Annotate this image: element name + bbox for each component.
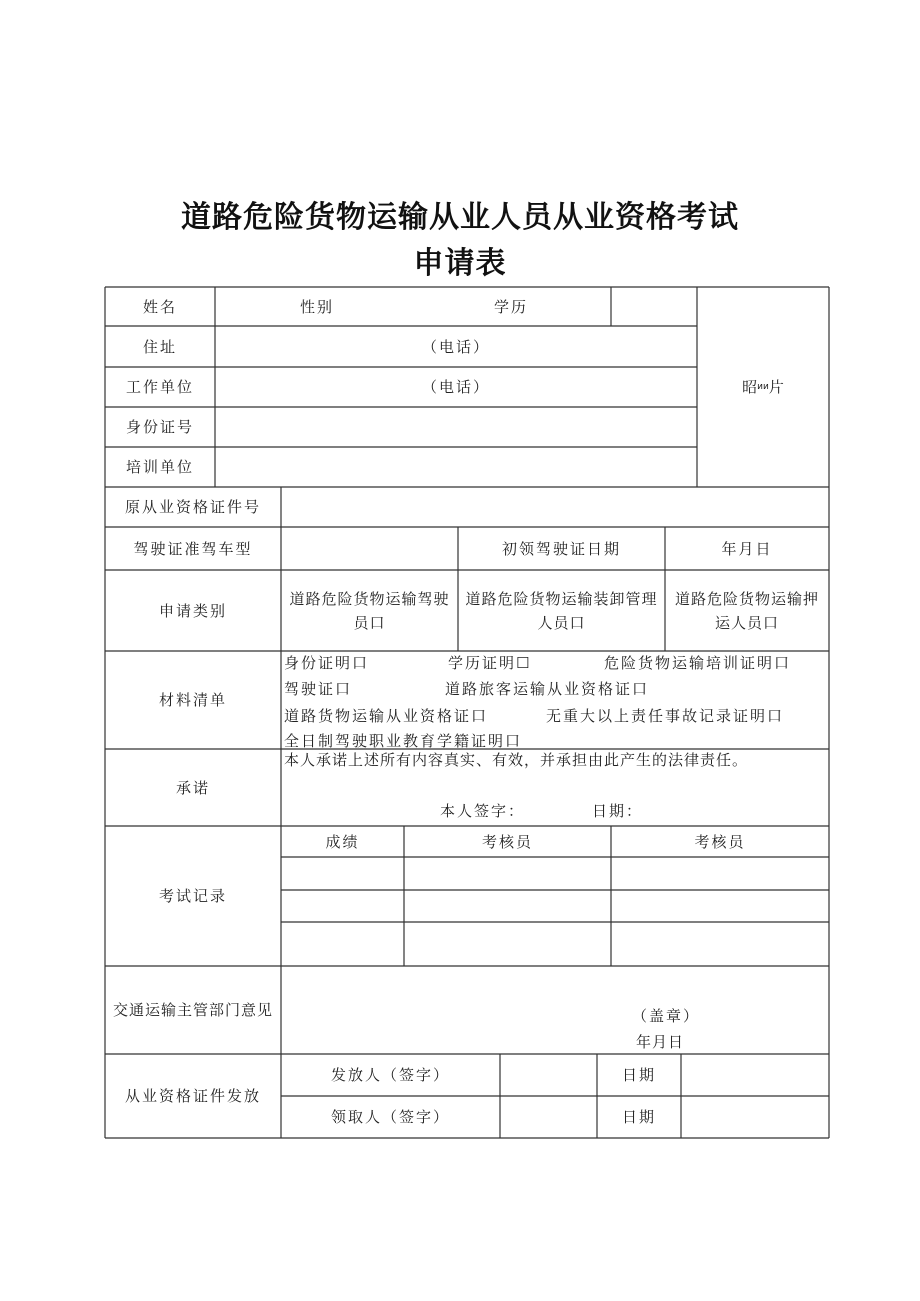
seal-label: （盖章） bbox=[632, 1007, 701, 1025]
work-unit-phone-hint: （电话） bbox=[421, 378, 490, 396]
promise-date-label: 日期： bbox=[592, 802, 644, 820]
receiver-date-label: 日期 bbox=[621, 1108, 656, 1126]
material-id-proof[interactable]: 身份证明口 bbox=[284, 654, 370, 672]
page-title: 道路危险货物运输从业人员从业资格考试 bbox=[181, 200, 739, 235]
gender-label: 性别 bbox=[300, 298, 335, 316]
photo-label-small: ии bbox=[757, 382, 769, 392]
id-label: 身份证号 bbox=[125, 418, 194, 436]
page-subtitle: 申请表 bbox=[413, 246, 507, 281]
exam-header-examiner-2: 考核员 bbox=[694, 832, 746, 851]
material-training-proof[interactable]: 危险货物运输培训证明口 bbox=[604, 654, 792, 672]
apply-option-escort[interactable]: 道路危险货物运输押运人员口 bbox=[674, 589, 819, 632]
education-label: 学历 bbox=[494, 298, 529, 316]
training-unit-label: 培训单位 bbox=[125, 458, 194, 476]
apply-type-label: 申请类别 bbox=[158, 601, 227, 620]
receiver-label: 领取人（签字） bbox=[330, 1108, 450, 1126]
education-field[interactable] bbox=[611, 287, 697, 326]
prev-cert-field[interactable] bbox=[281, 487, 829, 527]
first-license-date: 年月日 bbox=[721, 539, 773, 558]
authority-label: 交通运输主管部门意见 bbox=[112, 1001, 273, 1019]
material-edu-proof[interactable]: 学历证明☐ bbox=[448, 654, 532, 672]
id-field[interactable] bbox=[215, 407, 697, 447]
promise-label: 承诺 bbox=[175, 778, 210, 797]
authority-date: 年月日 bbox=[636, 1033, 685, 1051]
material-license[interactable]: 驾驶证口 bbox=[284, 680, 353, 698]
name-label: 姓名 bbox=[142, 297, 177, 316]
signature-label: 本人签字： bbox=[440, 802, 526, 820]
prev-cert-label: 原从业资格证件号 bbox=[124, 498, 261, 516]
photo-box bbox=[697, 287, 829, 487]
material-passenger-cert[interactable]: 道路旅客运输从业资格证口 bbox=[445, 680, 650, 698]
apply-option-loading[interactable]: 道路危险货物运输装卸管理人员口 bbox=[465, 589, 658, 632]
training-unit-field[interactable] bbox=[215, 447, 697, 487]
license-type-field[interactable] bbox=[281, 527, 458, 570]
apply-option-driver[interactable]: 道路危险货物运输驾驶员口 bbox=[289, 589, 450, 632]
exam-header-examiner-1: 考核员 bbox=[481, 832, 533, 851]
issue-label: 从业资格证件发放 bbox=[124, 1087, 261, 1105]
address-label: 住址 bbox=[142, 337, 177, 356]
issuer-label: 发放人（签字） bbox=[330, 1066, 450, 1084]
material-no-accident[interactable]: 无重大以上责任事故记录证明口 bbox=[546, 707, 785, 725]
material-cargo-cert[interactable]: 道路货物运输从业资格证口 bbox=[284, 707, 489, 725]
license-type-label: 驾驶证准驾车型 bbox=[133, 539, 253, 558]
exam-header-score: 成绩 bbox=[325, 832, 360, 851]
first-license-label: 初领驾驶证日期 bbox=[501, 539, 621, 558]
address-phone-hint: （电话） bbox=[421, 337, 490, 356]
photo-label-end: 片 bbox=[768, 378, 784, 396]
materials-label: 材料清单 bbox=[158, 691, 227, 709]
exam-label: 考试记录 bbox=[158, 887, 227, 905]
photo-label: 昭 bbox=[742, 378, 758, 396]
issuer-date-label: 日期 bbox=[621, 1066, 656, 1084]
work-unit-label: 工作单位 bbox=[125, 378, 194, 396]
promise-text: 本人承诺上述所有内容真实、有效，并承担由此产生的法律责任。 bbox=[284, 751, 749, 769]
material-fulltime[interactable]: 全日制驾驶职业教育学籍证明口 bbox=[284, 732, 523, 748]
